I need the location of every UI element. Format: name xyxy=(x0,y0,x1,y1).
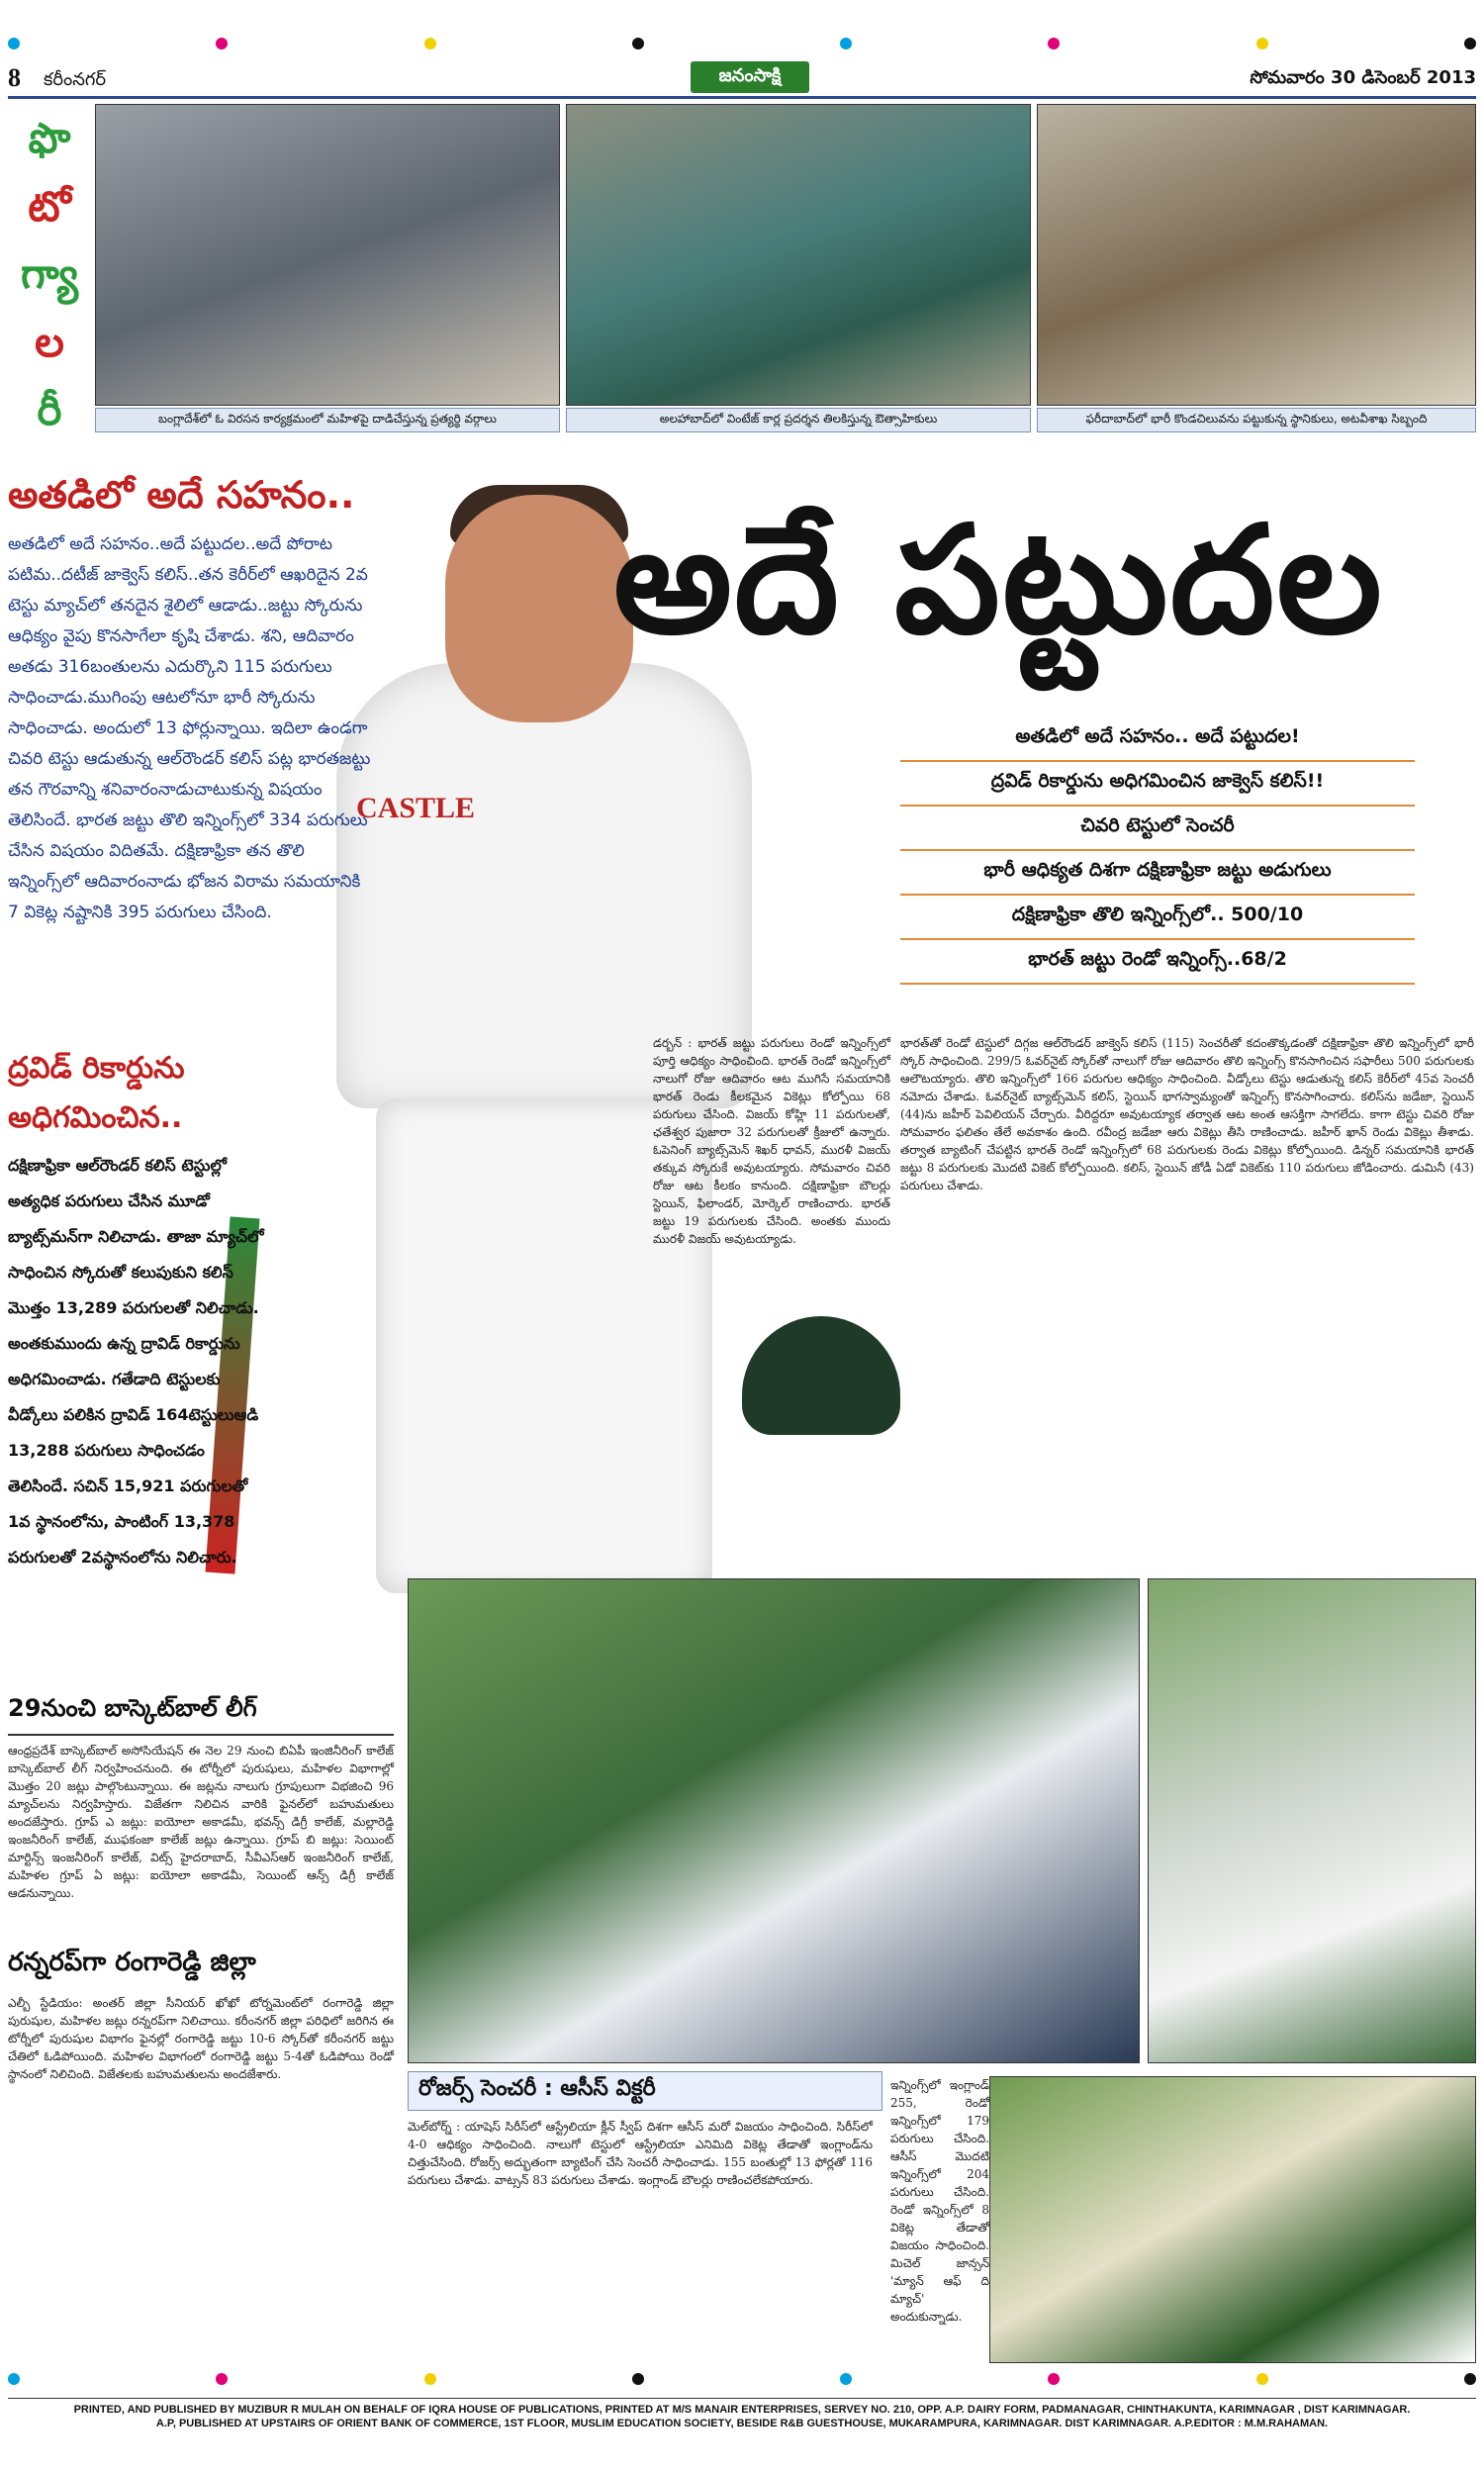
sidebar-paragraph: దక్షిణాఫ్రికా ఆల్‌రౌండర్ కలిస్ టెస్టుల్లో అత్యధిక పరుగులు చేసిన మూడో బ్యాట్స్‌మన్‌గా నిలిచాడు. తాజా మ్యాచ్‌లో సాధించిన స్కోరుతో కలుపుకుని కలిస్ మొత్తం 13,289 పరుగులతో నిలిచాడు. అంతకుముందు ఉన్న ద్రావిడ్ రికార్డును అధిగమించాడు. గతేడాది టెస్టులకు వీడ్కోలు పలికిన ద్రావిడ్ 164టెస్టులుఆడి 13,288 పరుగులు సాధించడం తెలిసిందే. సచిన్ 15,921 పరుగులతో 1వ స్థానంలోను, పాంటింగ్ 13,378 పరుగులతో 2వస్థానంలోను నిలిచారు. xyxy=(8,1156,264,1567)
cyan-mark-icon xyxy=(840,2373,852,2385)
lead-paragraph: అతడిలో అదే సహనం..అదే పట్టుదల..అదే పోరాట పటిమ..దటీజ్ జాక్వెస్ కలిస్..తన కెరీర్‌లో ఆఖరిదైన 2వ టెస్టు మ్యాచ్‌లో తనదైన శైలిలో ఆడాడు..జట్టు స్కోరును ఆధిక్యం వైపు కొనసాగేలా కృషి చేశాడు. శని, ఆదివారం అతడు 316బంతులను ఎదుర్కొని 115 పరుగులు సాధించాడు.ముగింపు ఆటలోనూ భారీ స్కోరును సాధించాడు. అందులో 13 ఫోర్లున్నాయి. ఇదిలా ఉండగా చివరి టెస్టు ఆడుతున్న ఆల్‌రౌండర్ కలిస్ పట్ల భారతజట్టు తన గౌరవాన్ని శనివారంనాడుచాటుకున్న విషయం తెలిసిందే. భారత జట్టు తొలి ఇన్నింగ్స్‌లో 334 పరుగులు చేసిన విషయం విదితమే. దక్షిణాఫ్రికా తన తొలి ఇన్నింగ్స్‌లో ఆదివారంనాడు భోజన విరామ సమయానికి 7 వికెట్ల నష్టానికి 395 పరుగులు చేసింది. xyxy=(8,534,371,922)
magenta-mark-icon xyxy=(216,2373,228,2385)
black-mark-icon xyxy=(1464,2373,1476,2385)
edition-city: కరీంనగర్ xyxy=(44,69,106,90)
page-header xyxy=(8,59,1476,99)
page-number: 8 xyxy=(8,63,21,92)
basketball-headline: 29నుంచి బాస్కెట్‌బాల్ లీగ్ xyxy=(8,1694,394,1736)
gallery-label-char: గ్యా xyxy=(21,249,78,299)
gallery-label-char: రీ xyxy=(37,385,62,434)
runnerup-article: ఎల్బీ స్టేడియం: అంతర్ జిల్లా సీనియర్ ఖోఖో టోర్నమెంట్‌లో రంగారెడ్డి జిల్లా పురుషుల, మహిళల జట్లు రన్నరప్‌గా నిలిచాయి. కరీంనగర్ జిల్లా పరిధిలో జరిగిన ఈ టోర్నీలో పురుషుల విభాగం ఫైనల్లో రంగారెడ్డి జట్టు 10-6 స్కోర్‌తో కరీంనగర్ జట్టు చేతిలో ఓడిపోయింది. మహిళల విభాగంలో రంగారెడ్డి జట్టు 5-4తో ఓడిపోయి రెండో స్థానంలో నిలిచింది. విజేతలకు బహుమతులను అందజేశారు. xyxy=(8,1996,394,2081)
black-mark-icon xyxy=(632,38,644,49)
ashes-side-column: ఇన్నింగ్స్‌లో ఇంగ్లాండ్ 255, రెండో ఇన్నింగ్స్‌లో 179 పరుగులు చేసింది. ఆసీస్ మొదటి ఇన్నింగ్స్‌లో 204 పరుగులు చేసింది. రెండో ఇన్నింగ్స్‌లో 8 వికెట్ల తేడాతో విజయం సాధించింది. మిచెల్ జాన్సన్ 'మ్యాన్ ఆఫ్ ది మ్యాచ్' అందుకున్నాడు. xyxy=(890,2078,989,2324)
main-headline: అదే పట్టుదల xyxy=(613,495,1384,667)
black-mark-icon xyxy=(1464,38,1476,49)
cyan-mark-icon xyxy=(8,38,20,49)
imprint-line: A.P, PUBLISHED AT UPSTAIRS OF ORIENT BANK OF COMMERCE, 1ST FLOOR, MUSLIM EDUCATION SOCIETY, BESIDE R&B GUESTHOUSE, MUKARAMPURA, KARIMNAGAR. DIST KARIMNAGAR. A.P.EDITOR : M.M.RAHAMAN. xyxy=(155,2418,1329,2429)
photo-gallery-label xyxy=(8,104,91,455)
helmet-icon xyxy=(742,1316,900,1435)
yellow-mark-icon xyxy=(1256,2373,1268,2385)
article-column: డర్బన్ : భారత్ జట్టు పరుగులు రెండో ఇన్నింగ్స్‌లో పూర్తి ఆధిక్యం సాధించింది. భారత్ రెండో ఇన్నింగ్స్‌లో నాలుగో రోజు ఆదివారం ఆట ముగిసే సమయానికి భారత్ రెండు కీలకమైన వికెట్లు కోల్పోయి 68 పరుగులు చేసింది. విజయ్ కోహ్లి 11 పరుగులతో, ఛతేశ్వర పుజారా 32 పరుగులతో క్రీజులో ఉన్నారు. ఓపెనింగ్ బ్యాట్స్‌మెన్ శిఖర్ ధావన్, మురళీ విజయ్ తక్కువ స్కోరుకే అవుటయ్యారు. సోమవారం చివరి రోజు ఆట కీలకం కానుంది. దక్షిణాఫ్రికా బౌలర్లు స్టెయిన్, ఫిలాండర్, మోర్కెల్ రాణించారు. భారత్ జట్టు 19 పరుగులకు చేసింది. అంతకు ముందు మురళీ విజయ్ అవుటయ్యాడు. xyxy=(653,1036,890,1246)
subheadline: అతడిలో అదే సహనం.. అదే పట్టుదల! xyxy=(900,717,1415,762)
photo-jadeja-celebrating xyxy=(1148,1578,1476,2063)
gallery-label-char: ఫొ xyxy=(28,114,71,163)
imprint-line: PRINTED, AND PUBLISHED BY MUZIBUR R MULAH ON BEHALF OF IQRA HOUSE OF PUBLICATIONS, PRINTED AT M/S MANAIR ENTERPRISES, SERVEY NO. 210, OPP. A.P. DAIRY FORM, PADMANAGAR, CHINTHAKUNTA, KARIMNAGAR , DIST KARIMNAGAR. xyxy=(73,2404,1411,2416)
cyan-mark-icon xyxy=(8,2373,20,2385)
magenta-mark-icon xyxy=(216,38,228,49)
subheadline: భారత్ జట్టు రెండో ఇన్నింగ్స్..68/2 xyxy=(900,940,1415,985)
gallery-caption: ఫరీదాబాద్‌లో భారీ కొండచిలువను పట్టుకున్న స్థానికులు, అటవీశాఖ సిబ్బంది xyxy=(1037,408,1476,432)
sidebar-kicker: ద్రవిడ్ రికార్డును అధిగమించిన.. xyxy=(8,1051,185,1135)
masthead-logo: జనంసాక్షి xyxy=(691,61,809,93)
subheadline: చివరి టెస్టులో సెంచరీ xyxy=(900,807,1415,851)
lead-kicker: అతడిలో అదే సహనం.. xyxy=(8,473,355,517)
gallery-photo-python xyxy=(1037,104,1476,406)
magenta-mark-icon xyxy=(1048,38,1060,49)
gallery-photo-vintage-car xyxy=(566,104,1031,406)
photo-rogers-celebration xyxy=(989,2076,1476,2363)
shirt-sponsor-text: CASTLE xyxy=(356,792,476,824)
gallery-photo-protest xyxy=(95,104,560,406)
basketball-article: ఆంధ్రప్రదేశ్ బాస్కెట్‌బాల్ అసోసియేషన్ ఈ నెల 29 నుంచి బిఏపీ ఇంజినీరింగ్ కాలేజ్ బాస్కెట్‌బాల్ లీగ్ నిర్వహించనుంది. ఈ టోర్నీలో పురుషులు, మహిళల విభాగాల్లో మొత్తం 20 జట్లు పాల్గొంటున్నాయి. ఈ జట్లను నాలుగు గ్రూపులుగా విభజించి 96 మ్యాచ్‌లను నిర్వహిస్తారు. విజేతగా నిలిచిన వారికి ఫైనల్‌లో బహుమతులు అందజేస్తారు. గ్రూప్ ఎ జట్లు: ఐయోలా అకాడమీ, భవన్స్ డిగ్రీ కాలేజ్, మల్లారెడ్డి ఇంజనీరింగ్ కాలేజ్, ముఫకంజా కాలేజ్ జట్లు ఉన్నాయి. గ్రూప్ బి జట్లు: సెయింట్ మార్టిన్స్ ఇంజనీరింగ్ కాలేజ్, విట్స్ హైదరాబాద్, సీవీఎస్‌ఆర్ ఇంజనీరింగ్ కాలేజ్, మహిళల గ్రూప్ ఏ జట్లు: ఐయోలా అకాడమీ, సెయింట్ ఆన్స్ డిగ్రీ కాలేజ్ ఆడనున్నాయి. xyxy=(8,1744,394,1900)
registration-marks-top xyxy=(8,38,1476,51)
article-column: భారత్‌తో రెండో టెస్టులో దిగ్గజ ఆల్‌రౌండర్ జాక్వెస్ కలిస్ (115) సెంచరీతో కదంతొక్కడంతో దక్షిణాఫ్రికా తొలి ఇన్నింగ్స్‌లో భారీ స్కోర్ సాధించింది. 299/5 ఓవర్‌నైట్ స్కోర్‌తో నాలుగో రోజు ఆదివారం తొలి ఇన్నింగ్స్ కొనసాగించిన సఫారీలు 500 పరుగులకు ఆలౌటయ్యారు. తొలి ఇన్నింగ్స్‌లో 166 పరుగుల ఆధిక్యం సాధించింది. వీడ్కోలు టెస్టు ఆడుతున్న కలిస్ కెరీర్‌లో 45వ సెంచరీ నమోదు చేశాడు. ఓవర్‌నైట్ బ్యాట్స్‌మెన్ కలిస్, స్టెయిన్ భాగస్వామ్యంతో ఇన్నింగ్స్ కొనసాగించారు. కలిస్‌ను జడేజా, స్టెయిన్ (44)ను జహీర్ పెవిలియన్ చేర్చారు. వీరిద్దరూ అవుటయ్యాక తర్వాత ఆట అంత ఆసక్తిగా సాగలేదు. కాగా టెస్టు చివరి రోజు సోమవారం ఫలితం తేలే అవకాశం ఉంది. రవీంద్ర జడేజా ఆరు వికెట్లు తీసి రాణించాడు. జహీర్ ఖాన్ రెండు వికెట్లు తీశాడు. తర్వాత బ్యాటింగ్ చేపట్టిన భారత్ రెండో ఇన్నింగ్స్‌లో 68 పరుగులకు రెండు వికెట్లు కోల్పోయింది. డిన్నర్ సమయానికి భారత్ జట్టు 8 పరుగులకు మొదటి వికెట్ కోల్పోయింది. కలిస్, స్టెయిన్ జోడీ ఏడో వికెట్‌కు 110 పరుగులు జోడించారు. డుమినీ (43) పరుగులు చేశాడు. xyxy=(900,1036,1474,1192)
issue-date: సోమవారం 30 డిసెంబర్ 2013 xyxy=(1250,67,1476,88)
subheadline: దక్షిణాఫ్రికా తొలి ఇన్నింగ్స్‌లో.. 500/10 xyxy=(900,896,1415,940)
black-mark-icon xyxy=(632,2373,644,2385)
player-head xyxy=(445,495,633,722)
gallery-label-char: ల xyxy=(35,318,64,367)
gallery-caption: బంగ్లాదేశ్‌లో ఓ విరసన కార్యక్రమంలో మహిళపై దాడిచేస్తున్న ప్రత్యర్థి వర్గాలు xyxy=(95,408,560,432)
runnerup-headline: రన్నరప్‌గా రంగారెడ్డి జిల్లా xyxy=(8,1948,256,1977)
subheadline-stack xyxy=(900,717,1415,985)
registration-marks-bottom xyxy=(8,2373,1476,2387)
subheadline: భారీ ఆధిక్యత దిశగా దక్షిణాఫ్రికా జట్టు అడుగులు xyxy=(900,851,1415,896)
yellow-mark-icon xyxy=(1256,38,1268,49)
cyan-mark-icon xyxy=(840,38,852,49)
magenta-mark-icon xyxy=(1048,2373,1060,2385)
gallery-label-char: టో xyxy=(28,181,71,231)
photo-kallis-walking-off xyxy=(408,1578,1140,2063)
yellow-mark-icon xyxy=(424,38,436,49)
ashes-article: మెల్‌బోర్న్ : యాషెస్ సిరీస్‌లో ఆస్ట్రేలియా క్లీన్ స్వీప్ దిశగా ఆసీస్ మరో విజయం సాధించింది. సిరీస్‌లో 4-0 ఆధిక్యం సాధించింది. నాలుగో టెస్టులో ఆస్ట్రేలియా ఎనిమిది వికెట్ల తేడాతో ఇంగ్లాండ్‌ను చిత్తుచేసింది. రోజర్స్ అద్భుతంగా బ్యాటింగ్ చేసి సెంచరీ సాధించాడు. 155 బంతుల్లో 13 ఫోర్లతో 116 పరుగులు చేశాడు. వాట్సన్ 83 పరుగులు చేశాడు. ఇంగ్లాండ్ బౌలర్లు రాణించలేకపోయారు. xyxy=(408,2120,873,2187)
subheadline: ద్రవిడ్ రికార్డును అధిగమించిన జాక్వెస్ కలిస్!! xyxy=(900,762,1415,807)
ashes-headline: రోజర్స్ సెంచరీ : ఆసీస్ విక్టరీ xyxy=(408,2071,882,2111)
imprint-footer xyxy=(8,2398,1476,2430)
yellow-mark-icon xyxy=(424,2373,436,2385)
gallery-caption: అలహాబాద్‌లో వింటేజ్ కార్ల ప్రదర్శన తిలకిస్తున్న ఔత్సాహికులు xyxy=(566,408,1031,432)
